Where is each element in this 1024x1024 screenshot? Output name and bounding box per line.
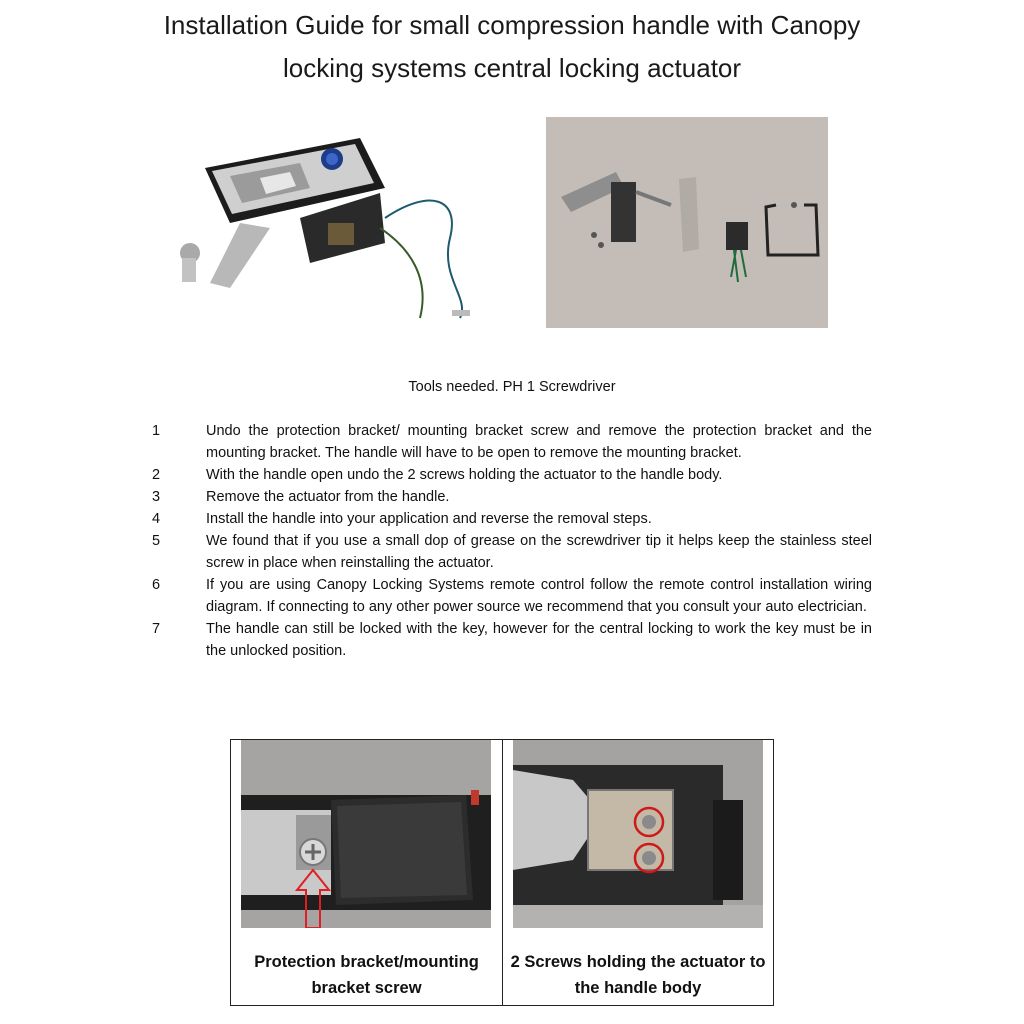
step-item	[152, 574, 872, 618]
figure-protection-bracket	[231, 740, 502, 1005]
step-text: With the handle open undo the 2 screws holding the actuator to the handle body.	[206, 467, 723, 483]
step-text: We found that if you use a small dop of grease on the screwdriver tip it helps keep the stainless steel screw in place when reinstalling the actuator.	[206, 533, 872, 571]
step-text: Remove the actuator from the handle.	[206, 489, 450, 505]
step-item	[152, 420, 872, 464]
title-line-2: locking systems central locking actuator	[282, 53, 742, 83]
step-item	[152, 486, 872, 508]
kit-parts-photo	[546, 117, 828, 328]
step-number: 4	[152, 511, 161, 527]
tools-needed: Tools needed. PH 1 Screwdriver	[408, 379, 616, 395]
step-number: 7	[152, 621, 161, 637]
handle-actuator-photo	[160, 128, 490, 328]
step-number: 5	[152, 533, 161, 549]
figure-actuator-screws	[502, 740, 773, 1005]
mounting-arm	[180, 223, 270, 288]
step-text: Undo the protection bracket/ mounting bracket screw and remove the protection bracket and the mounting bracket. The handle will have to be open to remove the mounting bracket.	[206, 423, 872, 461]
title-line-1: Installation Guide for small compression handle with Canopy	[163, 10, 861, 40]
step-item	[152, 464, 872, 486]
instruction-steps	[152, 420, 872, 662]
actuator-screws-photo	[513, 740, 763, 928]
figure-caption-right: 2 Screws holding the actuator to the handle body	[510, 953, 766, 997]
step-text: Install the handle into your application and reverse the removal steps.	[206, 511, 652, 527]
page-title	[0, 4, 1024, 90]
figure-caption-left: Protection bracket/mounting bracket screw	[254, 953, 479, 997]
step-text: The handle can still be locked with the key, however for the central locking to work the key must be in the unlocked position.	[206, 621, 872, 659]
protection-bracket-photo	[241, 740, 491, 928]
step-number: 3	[152, 489, 161, 505]
step-number: 2	[152, 467, 161, 483]
step-number: 6	[152, 577, 161, 593]
step-number: 1	[152, 423, 161, 439]
step-text: If you are using Canopy Locking Systems remote control follow the remote control installation wiring diagram. If connecting to any other power source we recommend that you consult your auto electrician.	[206, 577, 872, 615]
figure-table	[230, 739, 774, 1006]
step-item	[152, 618, 872, 662]
step-item	[152, 508, 872, 530]
wires	[380, 201, 470, 318]
step-item	[152, 530, 872, 574]
